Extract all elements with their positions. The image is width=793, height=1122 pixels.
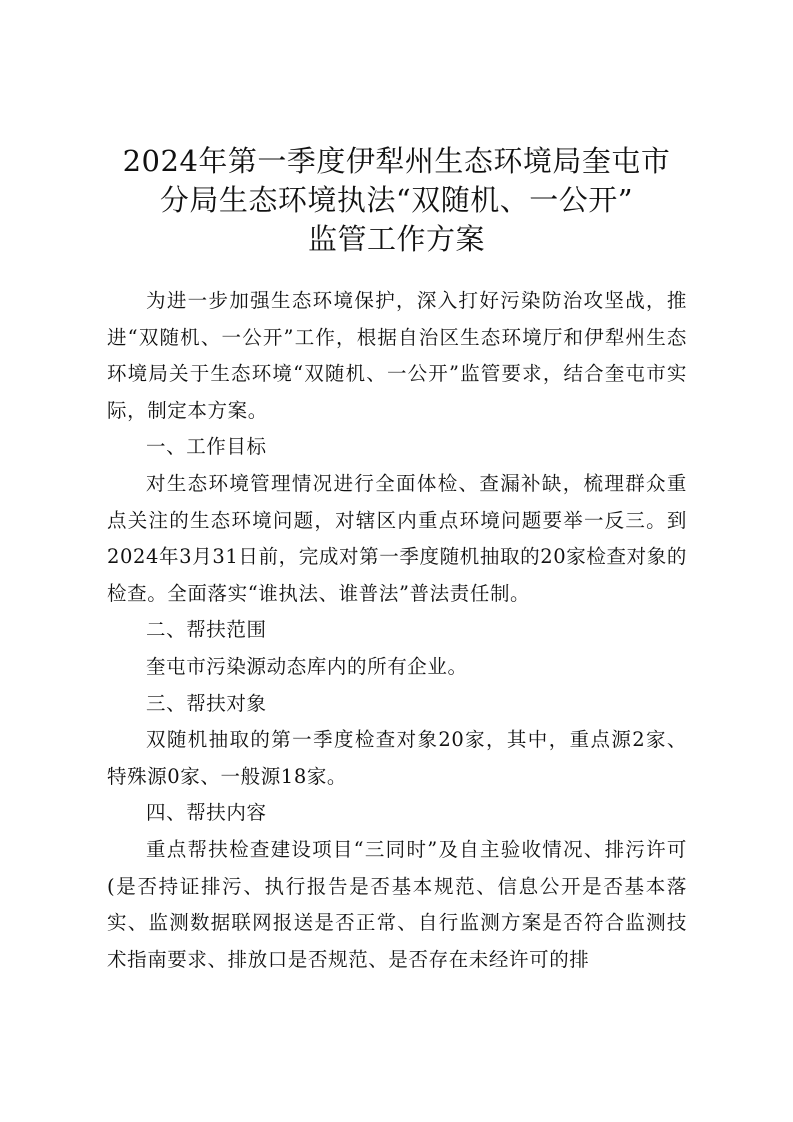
section-heading-targets: 三、帮扶对象 <box>146 691 267 715</box>
targets-paragraph: 双随机抽取的第一季度检查对象20家，其中，重点源2家、特殊源0家、一般源18家。 <box>107 728 687 788</box>
section-heading-goals: 一、工作目标 <box>146 435 267 459</box>
title-line-1: 2024年第一季度伊犁州生态环境局奎屯市 <box>122 144 671 178</box>
section-heading-content: 四、帮扶内容 <box>146 801 267 825</box>
document-body <box>107 283 687 978</box>
section-heading-scope: 二、帮扶范围 <box>146 618 267 642</box>
title-line-3: 监管工作方案 <box>307 222 485 256</box>
title-line-2: 分局生态环境执法“双随机、一公开” <box>159 183 634 217</box>
content-paragraph: 重点帮扶检查建设项目“三同时”及自主验收情况、排污许可(是否持证排污、执行报告是否基本规范、信息公开是否基本落实、监测数据联网报送是否正常、自行监测方案是否符合监测技术指南要求、排放口是否规范、是否存在未经许可的排 <box>107 837 687 971</box>
goals-paragraph: 对生态环境管理情况进行全面体检、查漏补缺，梳理群众重点关注的生态环境问题，对辖区内重点环境问题要举一反三。到2024年3月31日前，完成对第一季度随机抽取的20家检查对象的检查。全面落实“谁执法、谁普法”普法责任制。 <box>107 471 687 605</box>
scope-paragraph: 奎屯市污染源动态库内的所有企业。 <box>146 654 468 678</box>
intro-paragraph: 为进一步加强生态环境保护，深入打好污染防治攻坚战，推进“双随机、一公开”工作，根据自治区生态环境厅和伊犁州生态环境局关于生态环境“双随机、一公开”监管要求，结合奎屯市实际，制定本方案。 <box>107 289 687 422</box>
document-title <box>100 142 693 259</box>
